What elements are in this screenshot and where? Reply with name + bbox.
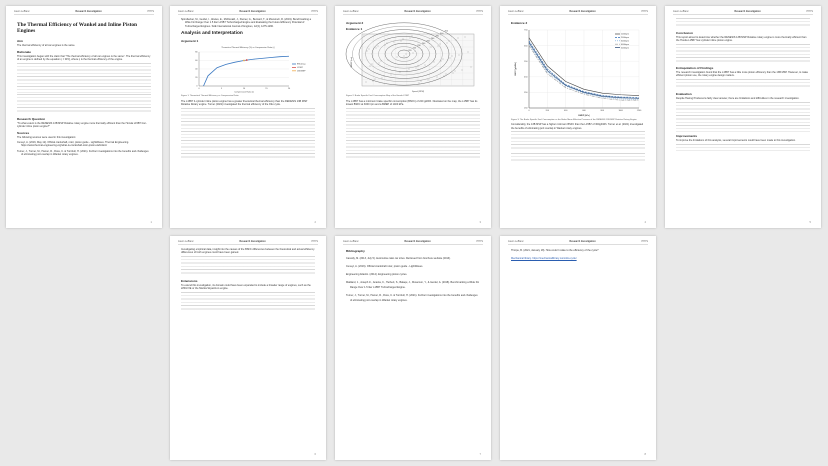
- bibliography-item: Engineering Atlantic. (2014). Engineering piston cycles.: [346, 273, 408, 277]
- contour-label: 300: [440, 32, 444, 35]
- extensions-heading: Extensions: [181, 278, 198, 283]
- figure-caption: Figure 3: The Brake Specific Fuel Consumption vs the Brake Mean Effective Pressure of the RENESIS 13B MSP Rotative Rotary Engine: [511, 118, 637, 121]
- measurement-point: [379, 63, 380, 64]
- contour-label: 280: [435, 35, 439, 38]
- measurement-point: [394, 42, 395, 43]
- header-title: Research Investigation: [404, 10, 431, 13]
- measurement-point: [381, 61, 382, 62]
- data-marker: [246, 60, 248, 62]
- header-subject: PHYS: [641, 240, 648, 243]
- y-tick-label: 250: [524, 107, 528, 110]
- x-tick-label: 200: [545, 109, 550, 112]
- efficiency-chart: [181, 44, 315, 94]
- measurement-point: [372, 64, 373, 65]
- bibliography-item: Cuneyt, A. (2016). Official crankshaft rotor, piston guide - LightWaves.: [346, 265, 424, 269]
- header-author: Jason LeBlanc: [343, 240, 359, 243]
- legend-label: Efficiency: [297, 64, 306, 67]
- evidence-2-text: Considerably, the 13B MSP has a higher minimum BSFC than the L15B7 of 300g/kWh. Turner et al. (2021) investigated the benefits of eliminating port overlap in Wankel rotary engines.: [511, 123, 644, 130]
- analysis-heading: Analysis and Interpretation: [181, 30, 243, 36]
- x-tick-label: 0: [528, 109, 530, 112]
- evaluation-text: Despite Having Produced a fairly clear answer, there are limitations and difficulties in the research investigation.: [676, 96, 800, 100]
- measurement-point: [385, 45, 386, 46]
- page-number: 8: [644, 453, 646, 456]
- measurement-point: [382, 78, 383, 79]
- page-number: 2: [314, 221, 316, 224]
- text-block: [181, 256, 315, 276]
- x-axis-label: Compression Ratio (r): [234, 91, 254, 94]
- chart-title: Theoretical Thermal Efficiency (%) vs Compression Ratio (r): [221, 47, 275, 50]
- header-title: Research Investigation: [75, 10, 102, 13]
- page-header: [178, 10, 318, 15]
- header-title: Research Investigation: [569, 240, 596, 243]
- y-axis-label: BMEP (bar): [351, 56, 353, 68]
- measurement-point: [401, 41, 402, 42]
- header-title: Research Investigation: [239, 240, 266, 243]
- bibliography-heading: Bibliography: [346, 249, 365, 253]
- header-author: Jason LeBlanc: [178, 240, 194, 243]
- document-page-1: [6, 6, 162, 228]
- measurement-point: [416, 68, 417, 69]
- x-tick-label: 10: [242, 88, 246, 91]
- y-tick-label: 350: [524, 91, 528, 94]
- document-page-7: [335, 236, 491, 460]
- measurement-point: [370, 66, 371, 67]
- x-axis-label: Speed (RPM): [411, 91, 425, 93]
- header-subject: PHYS: [147, 10, 154, 13]
- x-tick-label: 1200: [636, 109, 642, 112]
- measurement-point: [441, 61, 442, 62]
- x-tick-label: 600: [582, 109, 586, 112]
- measurement-point: [446, 74, 447, 75]
- y-tick-label: 550: [524, 60, 528, 63]
- research-question-text: "To what extent is the RENESIS 13B MSP Rotative rotary engine more thermally efficient than the Honda L15B7 four-cylinder inline piston engine?": [17, 121, 147, 129]
- measurement-point: [384, 76, 385, 77]
- aim-heading: Aim: [17, 38, 23, 43]
- measurement-point: [447, 43, 448, 44]
- page-number: 3: [479, 221, 481, 224]
- page-number: 4: [644, 221, 646, 224]
- header-author: Jason LeBlanc: [508, 10, 524, 13]
- measurement-point: [400, 72, 401, 73]
- header-title: Research Investigation: [569, 10, 596, 13]
- measurement-point: [415, 51, 416, 52]
- measurement-point: [388, 60, 389, 61]
- reference-item: Turner, J., Turner, M., Hamer, R., Ross, C. & Turnbull, H. (2021). Further investigations into the benefits and challenges of eliminating port overlap in Wankel rotary engines.: [17, 149, 149, 157]
- measurement-point: [407, 71, 408, 72]
- contour-label: 230: [417, 45, 421, 48]
- measurement-point: [459, 55, 460, 56]
- header-subject: PHYS: [476, 240, 483, 243]
- measurement-point: [397, 57, 398, 58]
- y-tick-label: 750: [524, 29, 528, 32]
- header-subject: PHYS: [311, 10, 318, 13]
- document-page-3: [335, 6, 491, 228]
- text-block: [181, 140, 315, 160]
- measurement-point: [431, 47, 432, 48]
- header-title: Research Investigation: [734, 10, 761, 13]
- measurement-point: [440, 44, 441, 45]
- sources-heading: Sources: [17, 130, 30, 135]
- contour-label: 220: [408, 50, 412, 53]
- text-block: [676, 79, 810, 89]
- measurement-point: [449, 41, 450, 42]
- contour-label: 250: [426, 40, 430, 43]
- body-text: Investigating empirical data, insight into the causes of the BSFC differences between the theoretical and actual efficiency differences of both engines could have been gained.: [181, 248, 315, 255]
- measurement-point: [369, 49, 370, 50]
- contour-label: 350: [444, 30, 448, 33]
- measurement-point: [456, 40, 457, 41]
- contour-label: 240: [421, 42, 426, 45]
- document-page-2: [170, 6, 326, 228]
- evidence-1-text: The L15B7 has a minimum brake specific consumption (BSFC) of 220 g/kWh. Illustrated on the map, the L15B7 has its lowest BSFC at 3000 rpm and a BMEP of 1400 kPa.: [346, 99, 478, 107]
- document-page-4: [500, 6, 656, 228]
- sources-text: The following sources were used in this investigation:: [17, 135, 76, 139]
- text-block: [511, 153, 645, 163]
- x-tick-label: 0: [198, 88, 200, 91]
- text-block: [346, 140, 480, 160]
- measurement-point: [462, 70, 463, 71]
- bibliography-link[interactable]: Mechanical library. https://mechanicallibrary.com/otto-cycle/: [511, 257, 577, 260]
- measurement-point: [444, 76, 445, 77]
- extrapolation-text: The research investigation found that the L15B7 has a little more piston efficiency than the 13B MSP. However, to make efficient piston use, the rotary engine design matters.: [676, 71, 809, 78]
- chart-legend: [292, 64, 306, 73]
- measurement-point: [366, 82, 367, 83]
- page-header: [673, 10, 813, 15]
- y-tick-label: 80: [195, 52, 198, 55]
- header-author: Jason LeBlanc: [508, 240, 524, 243]
- measurement-point: [450, 58, 451, 59]
- measurement-point: [437, 77, 438, 78]
- x-tick-label: 1000: [618, 109, 623, 112]
- chart-ticks: [195, 52, 291, 90]
- x-tick-label: 800: [600, 109, 605, 112]
- x-tick-label: 20: [287, 88, 291, 91]
- rationale-heading: Rationale: [17, 49, 31, 54]
- measurement-point: [406, 54, 407, 55]
- measurement-point: [422, 50, 423, 51]
- x-tick-label: 400: [563, 109, 568, 112]
- text-block: [181, 108, 315, 138]
- page-header: [508, 240, 648, 245]
- measurement-point: [413, 53, 414, 54]
- measurement-point: [468, 52, 469, 53]
- measurement-point: [403, 39, 404, 40]
- argument-2-heading: Argument 2: [346, 20, 364, 25]
- measurement-point: [455, 71, 456, 72]
- contour-label: 260: [430, 37, 435, 40]
- bibliography-item: Maitland, J., Joseph Jr., Ananta, C., Herbert, S., Balaqu, J., Mosemon, Y., & Gerdel, A. (2018). Benchmarking a Wide Fin Range Over 1.5 liter L15B7 Turbocharged Engine.: [346, 281, 480, 290]
- evaluation-heading: Evaluation: [676, 91, 692, 96]
- y-tick-label: 0: [196, 86, 198, 89]
- conclusion-text: This report aimed to determine whether the RENESIS 13B MSP Rotative rotary engine is more thermally efficient than the Honda L15B7 four-cylinder inline piston engine.: [676, 35, 807, 42]
- measurement-point: [387, 43, 388, 44]
- page-header: [508, 10, 648, 15]
- header-title: Research Investigation: [404, 240, 431, 243]
- page-number: 5: [809, 221, 811, 224]
- y-tick-label: 20: [195, 77, 198, 80]
- figure-caption: Figure 1: Theoretical Thermal Efficiency vs Compression Ratio: [181, 95, 239, 98]
- measurement-point: [412, 36, 413, 37]
- extensions-text: To extend this investigation, its domain could have been expanded to include a broader range of engines, such as the 2ZR-FXE or the Mazda Skyactiv-G engine.: [181, 283, 311, 290]
- header-author: Jason LeBlanc: [673, 10, 689, 13]
- measurement-point: [419, 83, 420, 84]
- page-number: 1: [150, 221, 152, 224]
- measurement-point: [443, 59, 444, 60]
- legend-label: 13B MSP: [297, 70, 306, 73]
- measurement-point: [376, 48, 377, 49]
- text-block: [676, 144, 810, 151]
- page-header: [178, 240, 318, 245]
- text-block: [181, 292, 315, 312]
- improvements-text: To improve the limitations of this analysis, several improvements could have been made to this investigation.: [676, 139, 796, 143]
- measurement-point: [428, 80, 429, 81]
- bibliography-item: Turner, J., Turner, M., Hamer, R., Ross, C. & Turnbull, H. (2021). Further investigations into the benefits and challenges of eliminating port overlap in Wankel rotary engines.: [346, 294, 478, 303]
- measurement-point: [425, 65, 426, 66]
- page-number: 7: [479, 453, 481, 456]
- improvements-heading: Improvements: [676, 134, 698, 139]
- header-author: Jason LeBlanc: [178, 10, 194, 13]
- legend-label: 5000rpm: [621, 46, 629, 49]
- extrapolation-heading: Extrapolation of Findings: [676, 66, 714, 71]
- measurement-point: [378, 46, 379, 47]
- header-subject: PHYS: [311, 240, 318, 243]
- legend-label: 2000rpm: [621, 36, 629, 39]
- y-tick-label: 650: [524, 44, 528, 47]
- text-block: [676, 44, 810, 64]
- measurement-point: [438, 46, 439, 47]
- legend-label: 4000rpm: [621, 43, 629, 46]
- rationale-text: This investigation began with the claim that "The thermal efficiency of all car engines is the same". The thermal efficiency of an engine is defined by the equation η = W/Q, where η is the thermal efficiency of the engine.: [17, 54, 151, 61]
- header-title: Research Investigation: [239, 10, 266, 13]
- header-subject: PHYS: [641, 10, 648, 13]
- measurement-point: [404, 56, 405, 57]
- page-header: [14, 10, 154, 15]
- report-title: The Thermal Efficiency of Wankel and Inline Piston Engines: [17, 22, 138, 35]
- legend-label: 3000rpm: [621, 40, 629, 42]
- argument-1-heading: Argument 1: [181, 39, 199, 44]
- measurement-point: [364, 36, 365, 37]
- text-block: [676, 102, 810, 132]
- header-subject: PHYS: [806, 10, 813, 13]
- text-block: [511, 131, 645, 151]
- measurement-point: [367, 51, 368, 52]
- contour-label: 225: [412, 47, 417, 50]
- measurement-point: [373, 81, 374, 82]
- x-tick-label: 15: [265, 88, 268, 91]
- page-header: [343, 10, 483, 15]
- conclusion-heading: Conclusion: [676, 30, 693, 35]
- data-marker: [243, 60, 245, 62]
- page-number: 6: [314, 453, 316, 456]
- argument-1-text: The L15B7 4-cylinder inline piston engine has a greater theoretical thermal efficiency than the RENESIS 13B MSP Rotative Rotary engine. Turner (2021) investigated the thermal efficiency of the Otto cycle.: [181, 100, 308, 107]
- header-subject: PHYS: [476, 10, 483, 13]
- y-tick-label: 40: [195, 69, 198, 72]
- reference-item: Cuneyt, A. (2016, May 12). Official crankshaft, rotor, piston guide - LightWaves. Thermal Engineering. https://www.thermal-engineering.org/what-is-crankshaft-rotor-piston-definition/: [17, 140, 129, 148]
- x-axis-label: BMEP [kPa]: [578, 114, 590, 117]
- figure-caption: Figure 2: Brake Specific Fuel Consumption Map of the Honda L15B7: [346, 95, 410, 97]
- legend-label: 1000rpm: [621, 33, 629, 36]
- measurement-point: [458, 38, 459, 39]
- measurement-point: [453, 73, 454, 74]
- y-tick-label: 450: [524, 76, 528, 78]
- bibliography-item: Thorpe, B. (2021, January 18). How could I relate to the efficiency of the cycle?: [511, 249, 599, 252]
- measurement-point: [410, 38, 411, 39]
- measurement-point: [471, 67, 472, 68]
- text-block: [676, 18, 810, 28]
- bsfc-map: [346, 32, 480, 94]
- measurement-point: [418, 66, 419, 67]
- measurement-point: [409, 69, 410, 70]
- document-page-8: [500, 236, 656, 460]
- research-question-heading: Research Question: [17, 116, 46, 121]
- evidence-1-heading: Evidence 1: [346, 27, 363, 31]
- text-block: [17, 63, 151, 93]
- text-block: [17, 94, 151, 114]
- document-page-5: [665, 6, 821, 228]
- text-block: [346, 108, 480, 138]
- measurement-point: [421, 81, 422, 82]
- header-author: Jason LeBlanc: [343, 10, 359, 13]
- page-header: [343, 240, 483, 245]
- y-tick-label: 60: [195, 60, 198, 63]
- y-axis-label: BSFC [g/kWh]: [515, 61, 517, 76]
- measurement-point: [452, 56, 453, 57]
- x-tick-label: 5: [220, 88, 223, 91]
- measurement-point: [375, 79, 376, 80]
- measurement-point: [434, 62, 435, 63]
- bsfc-bmep-chart: [511, 26, 645, 118]
- measurement-point: [391, 75, 392, 76]
- header-author: Jason LeBlanc: [14, 10, 30, 13]
- reference-item: Spindlecker, M., Gerdel, I., Abeles, E., McDonald, J., Kleiner, G., Bernard, T., & Moosmeh, R. (2019). Benchmarking a Wide Fin Range Over 1.5 liter L15B7 Turbocharged Engine and Evaluating the Future Efficiency Potential of Turbocharged Engines. SAE International Journal of Engines, 12(4), 1275-1290.: [181, 18, 312, 28]
- chart-legend: [615, 33, 629, 49]
- measurement-point: [465, 37, 466, 38]
- aim-text: The thermal efficiency of all car engines is the same.: [17, 43, 76, 47]
- legend-label: L15B7: [297, 67, 303, 70]
- document-page-6: [170, 236, 326, 460]
- evidence-2-heading: Evidence 2: [511, 20, 528, 25]
- bibliography-item: Cassidy, M. (2013, July 5). Automotive ratio car sizes. Retrieved from brochure website (2013).: [346, 257, 451, 261]
